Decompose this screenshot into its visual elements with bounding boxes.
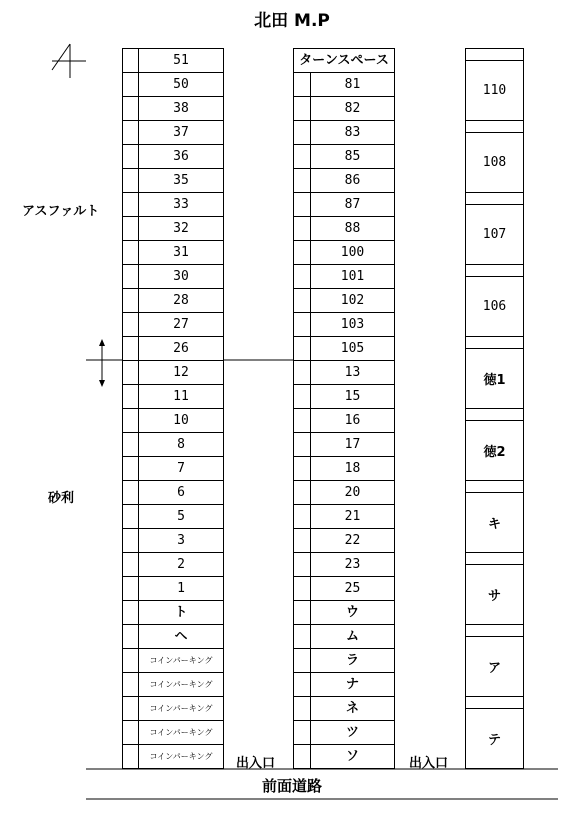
left-space-label: 50 — [138, 72, 224, 97]
middle-space-strip — [293, 288, 311, 313]
middle-space-label: 82 — [310, 96, 395, 121]
right-space-label: ア — [465, 636, 524, 697]
left-space-strip — [122, 624, 139, 649]
middle-space-label: ラ — [310, 648, 395, 673]
middle-space-strip — [293, 528, 311, 553]
middle-space-label: ナ — [310, 672, 395, 697]
gravel-label: 砂利 — [48, 491, 75, 506]
left-space-strip — [122, 384, 139, 409]
right-space-label: 徳2 — [465, 420, 524, 481]
left-space-strip — [122, 144, 139, 169]
left-space-label: 30 — [138, 264, 224, 289]
left-space-strip — [122, 120, 139, 145]
left-space-label: 31 — [138, 240, 224, 265]
left-space-label: 37 — [138, 120, 224, 145]
left-space-label: 38 — [138, 96, 224, 121]
middle-space-label: 101 — [310, 264, 395, 289]
front-road-label: 前面道路 — [261, 777, 322, 795]
middle-space-label: 15 — [310, 384, 395, 409]
left-space-strip — [122, 744, 139, 769]
middle-space-label: 21 — [310, 504, 395, 529]
middle-space-strip — [293, 648, 311, 673]
middle-space-strip — [293, 168, 311, 193]
middle-space-label: 23 — [310, 552, 395, 577]
left-space-strip — [122, 720, 139, 745]
left-space-label: 32 — [138, 216, 224, 241]
middle-space-strip — [293, 336, 311, 361]
left-space-strip — [122, 576, 139, 601]
middle-space-strip — [293, 120, 311, 145]
left-space-label: コインパーキング — [138, 648, 224, 673]
left-space-strip — [122, 264, 139, 289]
left-space-label: 2 — [138, 552, 224, 577]
middle-space-strip — [293, 432, 311, 457]
middle-space-label: 88 — [310, 216, 395, 241]
middle-space-label: 13 — [310, 360, 395, 385]
left-space-label: コインパーキング — [138, 744, 224, 769]
left-space-strip — [122, 528, 139, 553]
middle-space-strip — [293, 504, 311, 529]
middle-space-label: 20 — [310, 480, 395, 505]
middle-space-strip — [293, 96, 311, 121]
left-space-strip — [122, 432, 139, 457]
middle-space-strip — [293, 720, 311, 745]
left-space-label: 33 — [138, 192, 224, 217]
middle-space-strip — [293, 744, 311, 769]
boundary-arrow-icon — [99, 339, 105, 387]
right-space-label: 106 — [465, 276, 524, 337]
middle-space-label: 22 — [310, 528, 395, 553]
middle-space-strip — [293, 552, 311, 577]
left-space-strip — [122, 480, 139, 505]
north-arrow-icon — [52, 44, 86, 78]
left-space-label: 1 — [138, 576, 224, 601]
entrance-left-label: 出入口 — [236, 756, 276, 771]
left-space-strip — [122, 552, 139, 577]
left-space-strip — [122, 168, 139, 193]
asphalt-label: アスファルト — [22, 204, 100, 219]
middle-space-strip — [293, 360, 311, 385]
middle-space-label: 18 — [310, 456, 395, 481]
middle-space-label: 16 — [310, 408, 395, 433]
left-space-label: 27 — [138, 312, 224, 337]
middle-space-label: 86 — [310, 168, 395, 193]
middle-space-strip — [293, 192, 311, 217]
middle-space-strip — [293, 216, 311, 241]
middle-space-label: 25 — [310, 576, 395, 601]
middle-space-label: 87 — [310, 192, 395, 217]
right-space-label: 徳1 — [465, 348, 524, 409]
middle-space-strip — [293, 624, 311, 649]
left-space-label: 11 — [138, 384, 224, 409]
middle-space-strip — [293, 240, 311, 265]
left-space-strip — [122, 336, 139, 361]
left-space-strip — [122, 48, 139, 73]
right-space-label: 110 — [465, 60, 524, 121]
left-space-label: 35 — [138, 168, 224, 193]
right-space-label: 107 — [465, 204, 524, 265]
middle-space-label: 105 — [310, 336, 395, 361]
left-space-strip — [122, 360, 139, 385]
middle-space-strip — [293, 480, 311, 505]
left-space-strip — [122, 288, 139, 313]
left-space-strip — [122, 504, 139, 529]
right-space-label: キ — [465, 492, 524, 553]
left-space-label: コインパーキング — [138, 720, 224, 745]
middle-space-label: ウ — [310, 600, 395, 625]
middle-space-label: 102 — [310, 288, 395, 313]
middle-space-label: ネ — [310, 696, 395, 721]
left-space-label: コインパーキング — [138, 672, 224, 697]
right-space-label: 108 — [465, 132, 524, 193]
middle-space-strip — [293, 576, 311, 601]
left-space-label: 8 — [138, 432, 224, 457]
middle-space-label: ソ — [310, 744, 395, 769]
middle-space-strip — [293, 696, 311, 721]
left-space-strip — [122, 240, 139, 265]
middle-space-strip — [293, 72, 311, 97]
left-space-label: 5 — [138, 504, 224, 529]
middle-space-strip — [293, 672, 311, 697]
middle-space-label: 81 — [310, 72, 395, 97]
middle-space-label: 103 — [310, 312, 395, 337]
left-space-label: ト — [138, 600, 224, 625]
turn-space-label: ターンスペース — [293, 48, 395, 73]
middle-space-strip — [293, 144, 311, 169]
middle-space-label: ツ — [310, 720, 395, 745]
entrance-right-label: 出入口 — [409, 756, 449, 771]
middle-space-strip — [293, 408, 311, 433]
left-space-strip — [122, 696, 139, 721]
left-space-label: 3 — [138, 528, 224, 553]
left-space-strip — [122, 192, 139, 217]
left-space-label: 28 — [138, 288, 224, 313]
left-space-strip — [122, 672, 139, 697]
left-space-strip — [122, 648, 139, 673]
left-space-label: 10 — [138, 408, 224, 433]
middle-space-strip — [293, 600, 311, 625]
left-space-label: ヘ — [138, 624, 224, 649]
left-space-label: 12 — [138, 360, 224, 385]
left-space-label: 51 — [138, 48, 224, 73]
left-space-label: 6 — [138, 480, 224, 505]
middle-space-label: 85 — [310, 144, 395, 169]
middle-space-strip — [293, 384, 311, 409]
middle-space-strip — [293, 312, 311, 337]
right-space-label: サ — [465, 564, 524, 625]
middle-space-label: ム — [310, 624, 395, 649]
left-space-strip — [122, 312, 139, 337]
left-space-strip — [122, 600, 139, 625]
left-space-strip — [122, 456, 139, 481]
middle-space-strip — [293, 456, 311, 481]
left-space-label: 26 — [138, 336, 224, 361]
left-space-strip — [122, 216, 139, 241]
middle-space-label: 17 — [310, 432, 395, 457]
middle-space-strip — [293, 264, 311, 289]
left-space-label: 7 — [138, 456, 224, 481]
middle-space-label: 83 — [310, 120, 395, 145]
left-space-label: 36 — [138, 144, 224, 169]
left-space-strip — [122, 96, 139, 121]
left-space-strip — [122, 72, 139, 97]
left-space-label: コインパーキング — [138, 696, 224, 721]
left-space-strip — [122, 408, 139, 433]
page-title: 北田 M.P — [254, 11, 330, 31]
right-space-label: テ — [465, 708, 524, 769]
middle-space-label: 100 — [310, 240, 395, 265]
